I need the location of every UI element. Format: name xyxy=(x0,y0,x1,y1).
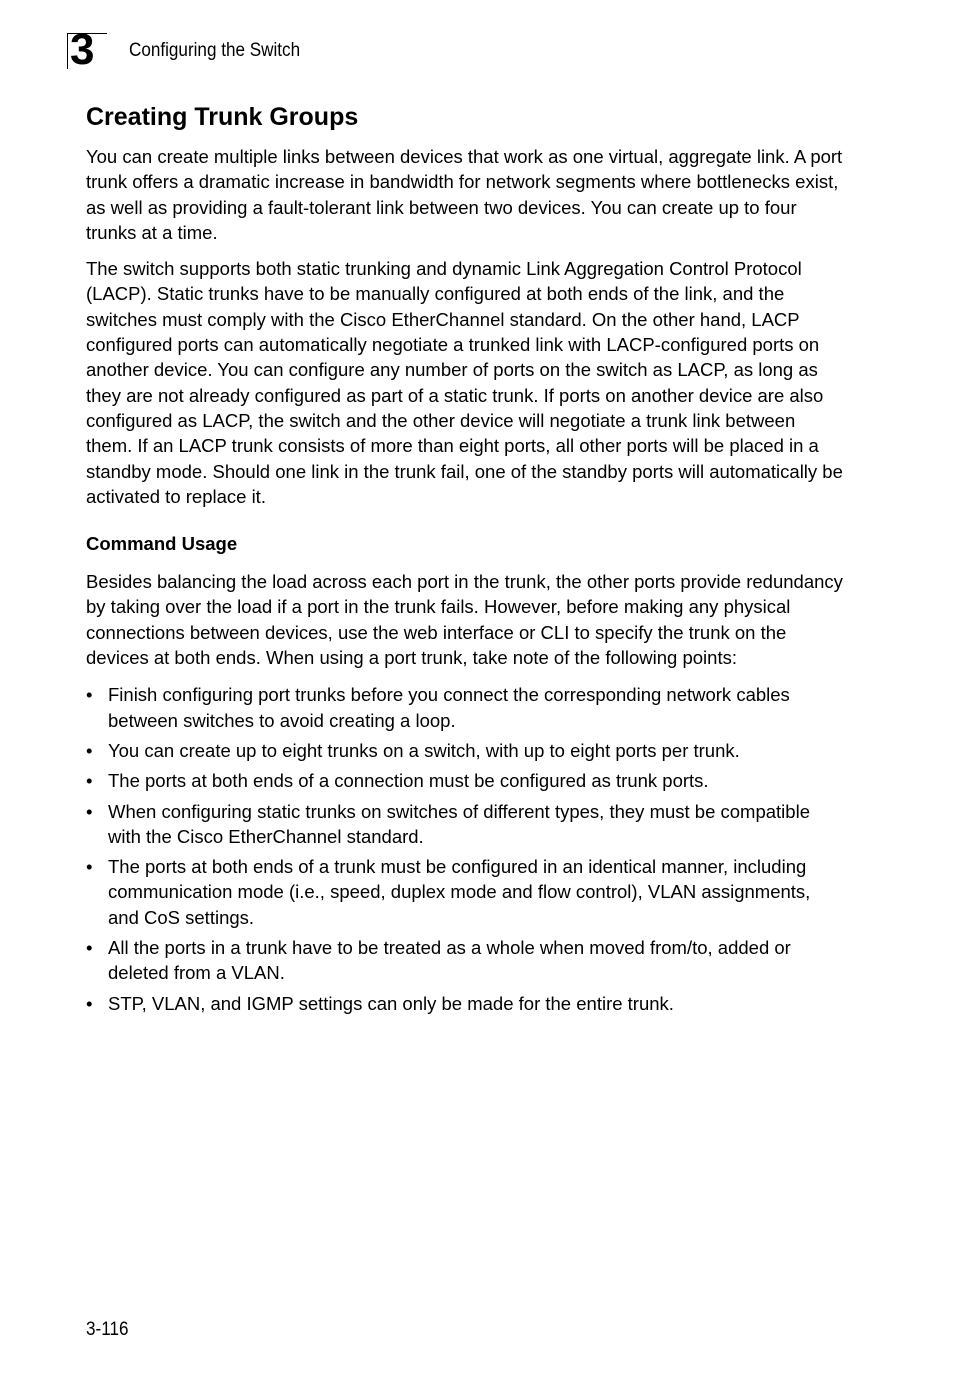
running-header-title: Configuring the Switch xyxy=(129,40,301,61)
bullet-icon: • xyxy=(86,739,93,761)
list-item-text: You can create up to eight trunks on a switch, with up to eight ports per trunk. xyxy=(108,739,740,761)
list-item xyxy=(86,768,846,793)
command-usage-heading: Command Usage xyxy=(86,533,238,555)
section-title: Creating Trunk Groups xyxy=(86,103,359,131)
command-usage-intro: Besides balancing the load across each port in the trunk, the other ports provide redundancy by taking over the load if a port in the trunk fails. However, before making any physical connections between devices, use the web interface or CLI to specify the trunk on the devices at both ends. When using a port trunk, take note of the following points: xyxy=(86,571,843,669)
lacp-paragraph: The switch supports both static trunking and dynamic Link Aggregation Control Protocol (LACP). Static trunks have to be manually configured at both ends of the link, and the switches must comply with the Cisco EtherChannel standard. On the other hand, LACP configured ports can automatically negotiate a trunked link with LACP-configured ports on another device. You can configure any number of ports on the switch as LACP, as long as they are not already configured as part of a static trunk. If ports on another device are also configured as LACP, the switch and the other device will negotiate a trunk link between them. If an LACP trunk consists of more than eight ports, all other ports will be placed in a standby mode. Should one link in the trunk fail, one of the standby ports will automatically be activated to replace it. xyxy=(86,258,843,507)
page-content xyxy=(86,100,846,1021)
list-item xyxy=(86,682,846,733)
list-item xyxy=(86,738,846,763)
list-item-text: When configuring static trunks on switches of different types, they must be compatible with the Cisco EtherChannel standard. xyxy=(108,800,810,847)
list-item-text: The ports at both ends of a trunk must be configured in an identical manner, including communication mode (i.e., speed, duplex mode and flow control), VLAN assignments, and CoS settings. xyxy=(108,856,811,928)
bullet-icon: • xyxy=(86,684,93,706)
intro-paragraph: You can create multiple links between devices that work as one virtual, aggregate link. A port trunk offers a dramatic increase in bandwidth for network segments where bottlenecks exist, as well as providing a fault-tolerant link between two devices. You can create up to four trunks at a time. xyxy=(86,146,843,243)
list-item xyxy=(86,854,846,930)
list-item-text: The ports at both ends of a connection must be configured as trunk ports. xyxy=(108,770,709,792)
bullet-icon: • xyxy=(86,770,93,792)
list-item-text: Finish configuring port trunks before you connect the corresponding network cables between switches to avoid creating a loop. xyxy=(108,684,790,731)
list-item-text: STP, VLAN, and IGMP settings can only be made for the entire trunk. xyxy=(108,992,674,1014)
page-number: 3-116 xyxy=(86,1319,129,1340)
bullet-icon: • xyxy=(86,937,93,959)
bullet-icon: • xyxy=(86,800,93,822)
list-item xyxy=(86,991,846,1016)
bullet-icon: • xyxy=(86,992,93,1014)
list-item xyxy=(86,799,846,850)
command-usage-list xyxy=(86,682,846,1016)
list-item-text: All the ports in a trunk have to be treated as a whole when moved from/to, added or deleted from a VLAN. xyxy=(108,937,791,984)
list-item xyxy=(86,935,846,986)
bullet-icon: • xyxy=(86,856,93,878)
chapter-number: 3 xyxy=(70,25,95,74)
